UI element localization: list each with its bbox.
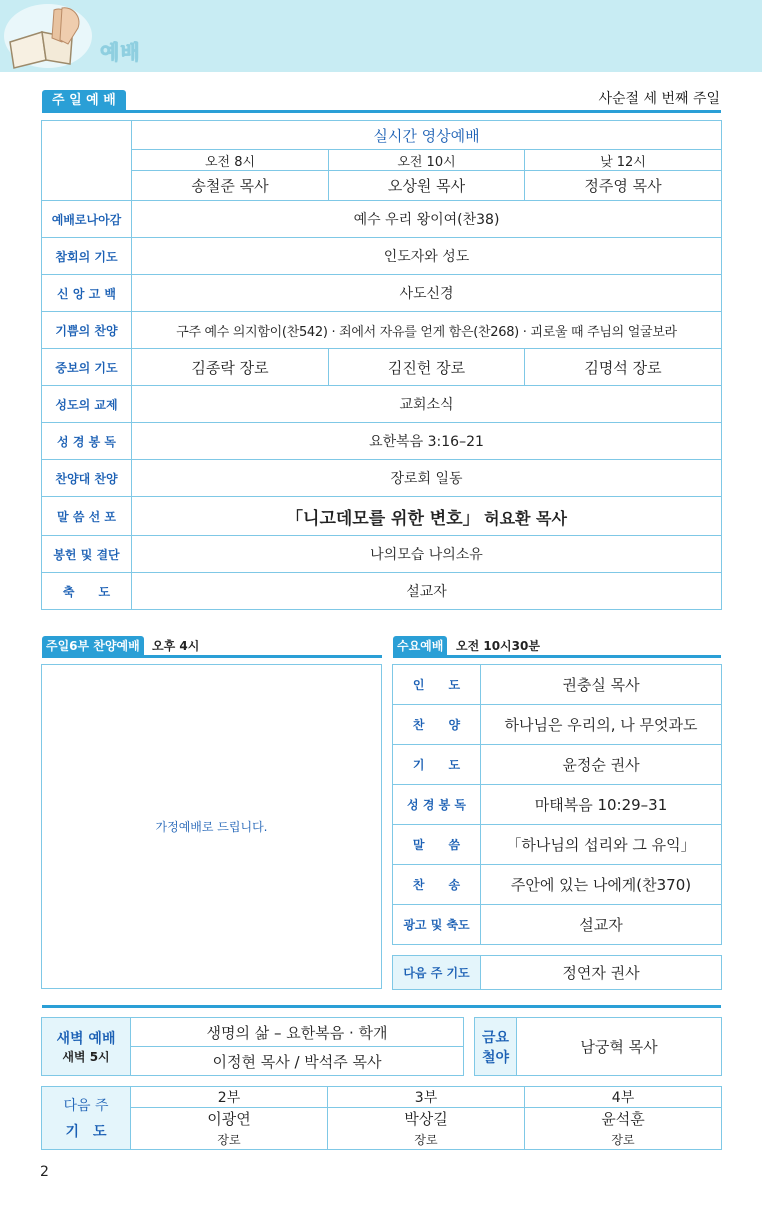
row-label: 기 도 xyxy=(393,745,481,785)
row-label: 말 씀 xyxy=(393,825,481,865)
page-number: 2 xyxy=(40,1164,49,1180)
next-week-label-cell xyxy=(42,1087,131,1150)
row-value: 인도자와 성도 xyxy=(132,238,722,275)
row-value: 「하나님의 섭리와 그 유익」 xyxy=(481,825,722,865)
row-label: 봉헌 및 결단 xyxy=(42,536,132,573)
row-label: 인 도 xyxy=(393,665,481,705)
row-value: 요한복음 3:16–21 xyxy=(132,423,722,460)
row-label: 축 도 xyxy=(42,573,132,610)
corner-cell xyxy=(42,121,132,201)
row-label: 중보의 기도 xyxy=(42,349,132,386)
part-3: 3부 xyxy=(328,1087,525,1108)
elder-name-3: 박상길 xyxy=(328,1108,525,1130)
wednesday-service-time: 오전 10시30분 xyxy=(456,639,540,653)
page-header xyxy=(0,0,762,72)
row-label: 성 경 봉 독 xyxy=(42,423,132,460)
row-label: 찬양대 찬양 xyxy=(42,460,132,497)
next-wednesday-prayer-table xyxy=(392,955,722,990)
time-1: 오전 8시 xyxy=(132,150,329,171)
row-label: 말 씀 선 포 xyxy=(42,497,132,536)
praise-service-time: 오후 4시 xyxy=(152,639,200,653)
row-label: 참회의 기도 xyxy=(42,238,132,275)
row-value: 설교자 xyxy=(132,573,722,610)
elder-title-3: 장로 xyxy=(328,1130,525,1150)
row-label: 신 앙 고 백 xyxy=(42,275,132,312)
next-prayer-value: 정연자 권사 xyxy=(481,956,722,990)
bottom-divider xyxy=(42,1005,721,1008)
row-label: 성 경 봉 독 xyxy=(393,785,481,825)
row-value: 구주 예수 의지함이(찬542) · 죄에서 자유를 얻게 함은(찬268) · 괴로울 때 주님의 얼굴보라 xyxy=(132,312,722,349)
praise-service-tab: 주일6부 찬양예배 xyxy=(42,636,144,656)
sermon-cell xyxy=(132,497,722,536)
praying-hands-bible-illustration xyxy=(2,2,94,70)
dawn-label-cell xyxy=(42,1018,131,1076)
page-title: 예배 xyxy=(100,40,141,64)
part-2: 2부 xyxy=(131,1087,328,1108)
row-value: 주안에 있는 나에게(찬370) xyxy=(481,865,722,905)
row-value: 윤정순 권사 xyxy=(481,745,722,785)
elder-name-2: 이광연 xyxy=(131,1108,328,1130)
intercessor-1: 김종락 장로 xyxy=(132,349,329,386)
dawn-label: 새벽 예배 xyxy=(56,1031,116,1047)
row-value: 사도신경 xyxy=(132,275,722,312)
next-prayer-label: 다음 주 기도 xyxy=(393,956,481,990)
friday-label-cell xyxy=(475,1018,517,1076)
praise-service-box xyxy=(41,664,382,989)
dawn-line-1: 생명의 삶 – 요한복음 · 학개 xyxy=(131,1018,464,1047)
friday-vigil-table xyxy=(474,1017,722,1076)
live-title: 실시간 영상예배 xyxy=(132,121,722,150)
row-value: 예수 우리 왕이여(찬38) xyxy=(132,201,722,238)
row-value: 권충실 목사 xyxy=(481,665,722,705)
elder-title-4: 장로 xyxy=(525,1130,722,1150)
row-value: 나의모습 나의소유 xyxy=(132,536,722,573)
praise-message: 가정예배로 드립니다. xyxy=(155,820,268,834)
row-value: 설교자 xyxy=(481,905,722,945)
row-value: 하나님은 우리의, 나 무엇과도 xyxy=(481,705,722,745)
intercessor-3: 김명석 장로 xyxy=(525,349,722,386)
time-2: 오전 10시 xyxy=(329,150,525,171)
row-value: 마태복음 10:29–31 xyxy=(481,785,722,825)
sermon-title: 「니고데모를 위한 변호」 xyxy=(286,508,480,529)
time-3: 낮 12시 xyxy=(525,150,722,171)
sunday-divider xyxy=(42,110,721,113)
intercessor-2: 김진헌 장로 xyxy=(329,349,525,386)
praise-divider xyxy=(42,655,382,658)
wednesday-order-table xyxy=(392,664,722,945)
row-label: 성도의 교제 xyxy=(42,386,132,423)
part-4: 4부 xyxy=(525,1087,722,1108)
dawn-service-table xyxy=(41,1017,464,1076)
dawn-line-2: 이정현 목사 / 박석주 목사 xyxy=(131,1047,464,1076)
next-week-label-2: 기 도 xyxy=(65,1124,107,1140)
wednesday-service-tab: 수요예배 xyxy=(393,636,447,656)
next-week-label-1: 다음 주 xyxy=(63,1098,109,1114)
row-value: 장로회 일동 xyxy=(132,460,722,497)
sunday-order-table xyxy=(41,120,722,610)
elder-title-2: 장로 xyxy=(131,1130,328,1150)
friday-label-1: 금요 xyxy=(481,1029,510,1046)
dawn-time: 새벽 5시 xyxy=(62,1050,110,1064)
next-week-prayer-table xyxy=(41,1086,722,1150)
pastor-1: 송철준 목사 xyxy=(132,171,329,201)
sunday-service-tab: 주 일 예 배 xyxy=(42,90,126,112)
row-label: 찬 양 xyxy=(393,705,481,745)
elder-name-4: 윤석훈 xyxy=(525,1108,722,1130)
friday-value: 남궁혁 목사 xyxy=(517,1018,722,1076)
sunday-note: 사순절 세 번째 주일 xyxy=(598,91,720,107)
pastor-2: 오상원 목사 xyxy=(329,171,525,201)
wednesday-divider xyxy=(393,655,721,658)
sermon-preacher: 허요환 목사 xyxy=(484,508,567,528)
row-value: 교회소식 xyxy=(132,386,722,423)
row-label: 광고 및 축도 xyxy=(393,905,481,945)
friday-label-2: 철야 xyxy=(481,1049,510,1066)
row-label: 기쁨의 찬양 xyxy=(42,312,132,349)
row-label: 찬 송 xyxy=(393,865,481,905)
pastor-3: 정주영 목사 xyxy=(525,171,722,201)
row-label: 예배로나아감 xyxy=(42,201,132,238)
